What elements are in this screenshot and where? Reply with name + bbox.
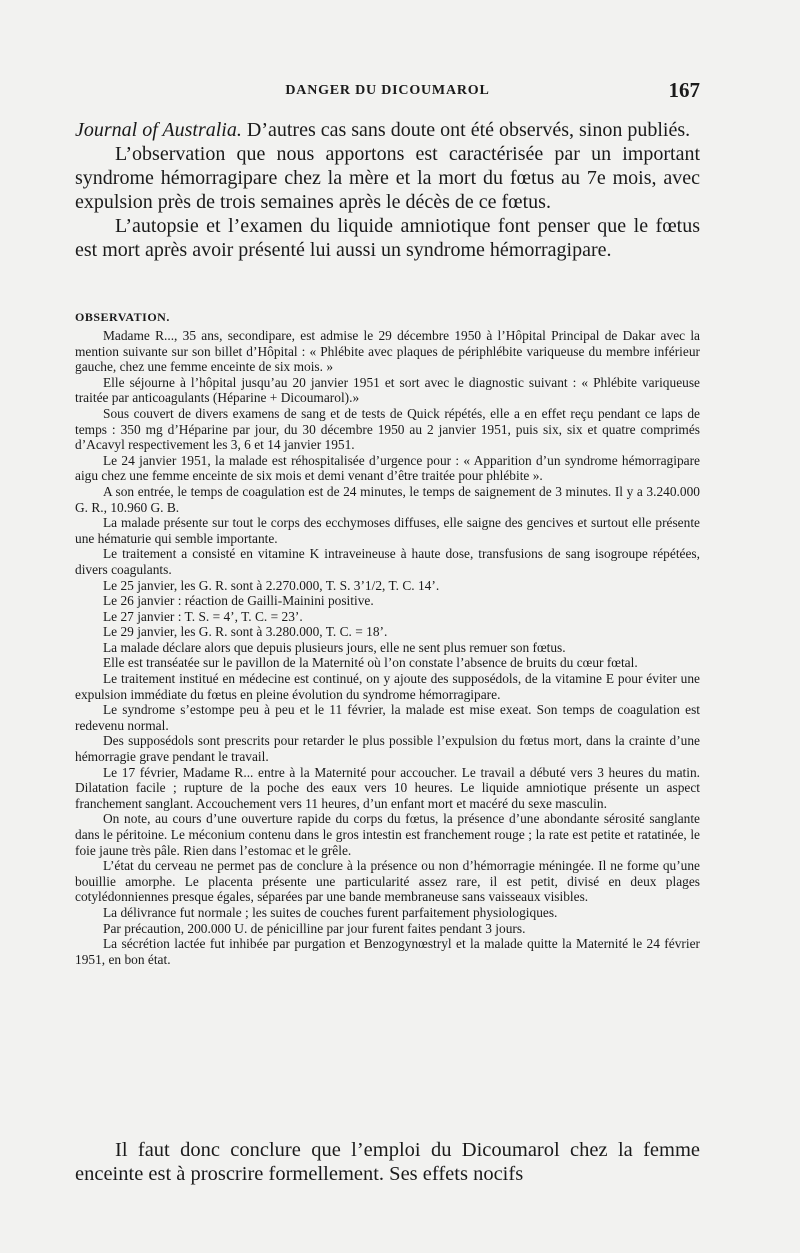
conclusion-section [75,1138,700,1186]
observation-body [75,328,700,967]
observation-paragraph: Sous couvert de divers examens de sang et de tests de Quick répétés, elle a en effet reçu pendant ce laps de temps : 350 mg d’Héparine par jour, du 30 décembre 1950 au 2 janvier 1951, puis six, six et quatre comprimés d’Acavyl respectivement les 3, 6 et 14 janvier 1951. [75,405,700,453]
observation-paragraph: La malade présente sur tout le corps des ecchymoses diffuses, elle saigne des gencives et surtout elle présente une hématurie qui semble importante. [75,515,700,546]
conclusion-paragraph: Il faut donc conclure que l’emploi du Dicoumarol chez la femme enceinte est à proscrire formellement. Ses effets nocifs [75,1139,700,1185]
intro-paragraph-1 [75,118,700,142]
observation-paragraph: Le 27 janvier : T. S. = 4’, T. C. = 23’. [103,608,303,624]
intro-paragraph-3: L’autopsie et l’examen du liquide amniotique font penser que le fœtus est mort après avoir présenté lui aussi un syndrome hémorragipare. [75,215,700,261]
observation-paragraph: Des supposédols sont prescrits pour retarder le plus possible l’expulsion du fœtus mort, dans la crainte d’une hémorragie grave pendant le travail. [75,733,700,765]
journal-reference: Journal of Australia. [75,119,242,141]
observation-paragraph: Le 24 janvier 1951, la malade est réhospitalisée d’urgence pour : « Apparition d’un syndrome hémorragipare aigu chez une femme enceinte de six mois et demi venant d’être traitée pour phlébite ». [75,452,700,484]
page-header [75,78,700,102]
observation-paragraph: La malade déclare alors que depuis plusieurs jours, elle ne sent plus remuer son fœtus. [103,639,566,655]
intro-paragraph-1-text: D’autres cas sans doute ont été observés, sinon publiés. [241,119,691,141]
page-number: 167 [668,78,700,102]
observation-paragraph: Le 26 janvier : réaction de Gailli-Mainini positive. [103,593,374,609]
observation-paragraph: La sécrétion lactée fut inhibée par purgation et Benzogynœstryl et la malade quitte la Maternité le 24 février 1951, en bon état. [75,936,700,967]
observation-paragraph: La délivrance fut normale ; les suites de couches furent parfaitement physiologiques. [103,904,558,920]
observation-paragraph: Le traitement a consisté en vitamine K intraveineuse à haute dose, transfusions de sang isogroupe répétées, divers coagulants. [75,546,700,577]
intro-section [75,118,700,262]
intro-paragraph-2: L’observation que nous apportons est caractérisée par un important syndrome hémorragipare chez la mère et la mort du fœtus au 7e mois, avec expulsion près de trois semaines après le décès de ce fœtus. [75,143,700,213]
observation-paragraph: Elle séjourne à l’hôpital jusqu’au 20 janvier 1951 et sort avec le diagnostic suivant : « Phlébite variqueuse traitée par anticoagulants (Héparine + Dicoumarol).» [75,374,700,406]
observation-paragraph: Le traitement institué en médecine est continué, on y ajoute des supposédols, de la vitamine E pour éviter une expulsion immédiate du fœtus en pleine évolution du syndrome hémorragipare. [75,671,700,702]
observation-paragraph: Le 25 janvier, les G. R. sont à 2.270.000, T. S. 3’1/2, T. C. 14’. [103,577,440,593]
observation-heading: OBSERVATION. [75,310,170,324]
observation-paragraph: Elle est transéatée sur le pavillon de la Maternité où l’on constate l’absence de bruits du cœur fœtal. [103,655,638,671]
observation-paragraph: Madame R..., 35 ans, secondipare, est admise le 29 décembre 1950 à l’Hôpital Principal de Dakar avec la mention suivante sur son billet d’Hôpital : « Phlébite avec plaques de périphlébite variqueuse du membre inférieur gauche, chez une femme enceinte de six mois. » [75,328,700,375]
observation-paragraph: On note, au cours d’une ouverture rapide du corps du fœtus, la présence d’une abondante sérosité sanglante dans le péritoine. Le méconium contenu dans le gros intestin est franchement rouge ; la rate est petite et ratatinée, le foie jaune très pâle. Rien dans l’estomac et le grêle. [75,811,700,858]
running-title: DANGER DU DICOUMAROL [285,83,490,98]
observation-paragraph: Le 17 février, Madame R... entre à la Maternité pour accoucher. Le travail a débuté vers 3 heures du matin. Dilatation facile ; rupture de la poche des eaux vers 10 heures. Le liquide amniotique présente un aspect franchement sanglant. Accouchement vers 11 heures, d’un enfant mort et macéré du sexe masculin. [75,764,700,811]
observation-paragraph: L’état du cerveau ne permet pas de conclure à la présence ou non d’hémorragie méningée. Il ne forme qu’une bouillie amorphe. Le placenta présente une particularité assez rare, il est petit, divisé en deux plages cotylédonniennes presque égales, séparées par une bande membraneuse sans vaisseaux visibles. [75,858,700,905]
observation-paragraph: Le syndrome s’estompe peu à peu et le 11 février, la malade est mise exeat. Son temps de coagulation est redevenu normal. [75,702,700,733]
observation-paragraph: Par précaution, 200.000 U. de pénicilline par jour furent faites pendant 3 jours. [103,920,526,936]
observation-paragraph: A son entrée, le temps de coagulation est de 24 minutes, le temps de saignement de 3 minutes. Il y a 3.240.000 G. R., 10.960 G. B. [75,483,700,515]
observation-paragraph: Le 29 janvier, les G. R. sont à 3.280.000, T. C. = 18’. [103,624,388,640]
